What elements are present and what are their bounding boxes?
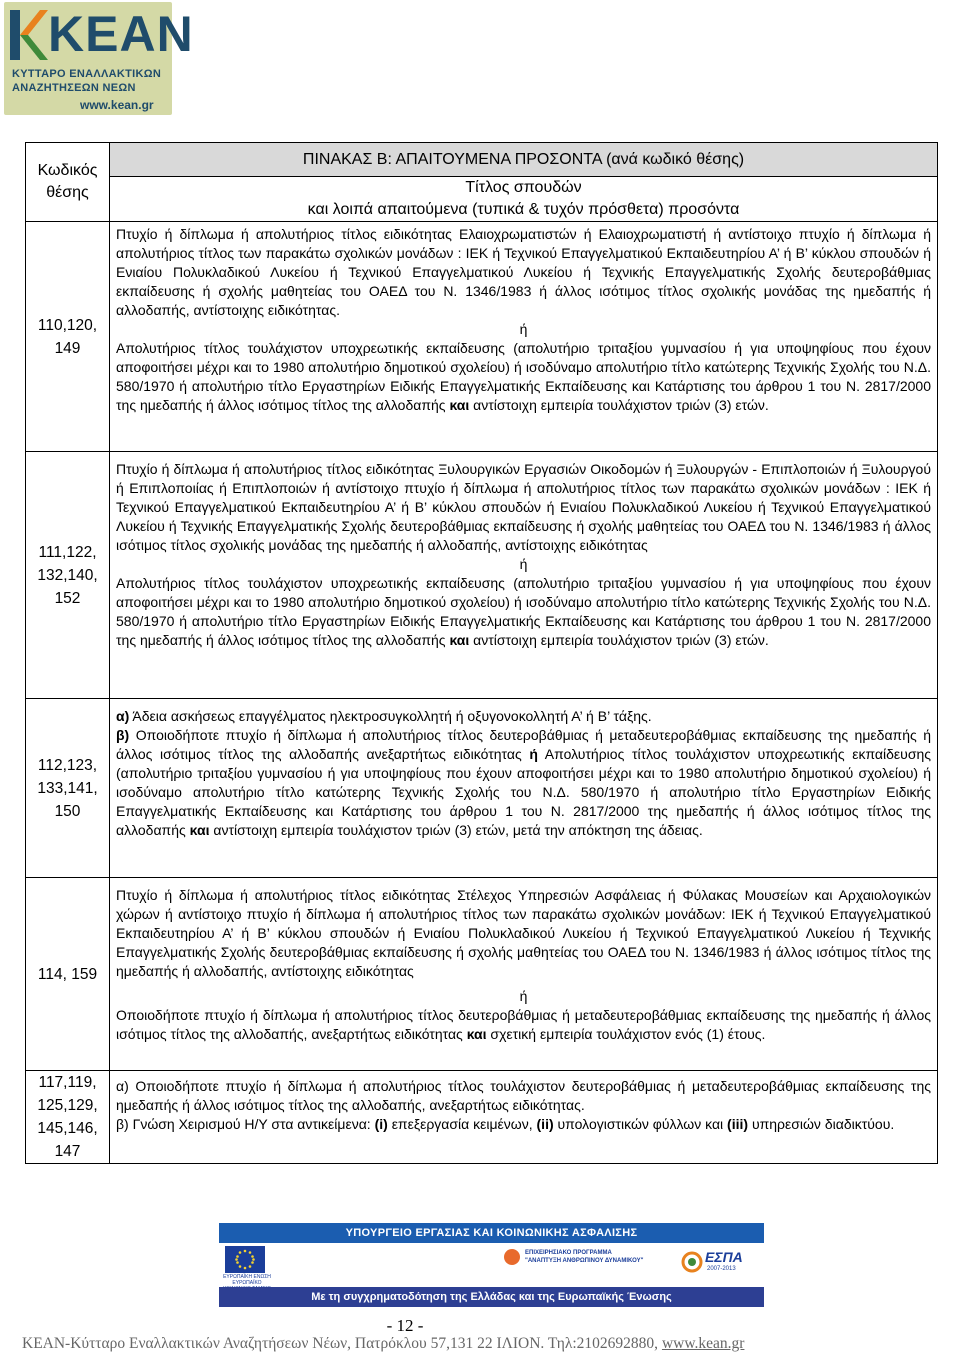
table-row (26, 878, 938, 1071)
ministry-name: ΥΠΟΥΡΓΕΙΟ ΕΡΓΑΣΙΑΣ ΚΑΙ ΚΟΙΝΩΝΙΚΗΣ ΑΣΦΑΛΙΣΗΣ (219, 1223, 764, 1243)
kean-k-mark-icon (10, 8, 48, 62)
list-marker: (i) (374, 1116, 388, 1132)
operational-programme-text (525, 1249, 643, 1265)
table-row (26, 452, 938, 699)
position-code (26, 878, 110, 1071)
requirements-table (25, 142, 938, 1164)
code-header-line-2: θέσης (46, 184, 89, 201)
text-span: αντίστοιχη εμπειρία τουλάχιστον τριών (3) ετών. (473, 632, 769, 648)
item-label: β) (116, 727, 130, 743)
title-header-line-2: και λοιπά απαιτούμενα (τυπικά & τυχόν πρόσθετα) προσόντα (307, 201, 740, 218)
text-span: Οποιοδήποτε πτυχίο ή δίπλωμα ή απολυτήριος τίτλος δευτεροβάθμιας ή μεταδευτεροβάθμιας εκπαίδευσης της ημεδαπής ή άλλος ισότιμος τίτλος της αλλοδαπής ανεξαρτήτως ειδικότητας (116, 727, 932, 762)
position-code (26, 452, 110, 699)
logo-tagline-2: ΑΝΑΖΗΤΗΣΕΩΝ ΝΕΩΝ (12, 82, 136, 94)
or-separator: ή (519, 321, 528, 337)
table-row (26, 222, 938, 452)
code-line: 117,119, (38, 1074, 97, 1091)
code-line: 110,120, (37, 316, 98, 334)
eu-label: ΕΥΡΩΠΑΪΚΗ ΕΝΩΣΗ ΕΥΡΩΠΑΪΚΟ (223, 1274, 271, 1286)
text-span: υπηρεσιών διαδικτύου. (751, 1116, 895, 1132)
text-span: β) Γνώση Χειρισμού Η/Υ στα αντικείμενα: (116, 1116, 371, 1132)
qualification-paragraph: α) Οποιοδήποτε πτυχίο ή δίπλωμα ή απολυτήριος τίτλος τουλάχιστον δευτεροβάθμιας ή μεταδευτεροβάθμιας εκπαίδευσης της ημεδαπής ή άλλος ισότιμος τίτλος της αλλοδαπής, ανεξαρτήτως ειδικότητας. (116, 1078, 931, 1113)
code-line: 125,129, (37, 1097, 98, 1114)
position-code (26, 1071, 110, 1164)
qualification-paragraph: Πτυχίο ή δίπλωμα ή απολυτήριος τίτλος ειδικότητας Ελαιοχρωματιστών ή Ελαιοχρωματιστή ή αντίστοιχο πτυχίο ή δίπλωμα ή απολυτήριος τίτλος των παρακάτω σχολικών μονάδων : ΙΕΚ ή Τεχνικού Επαγγελματικού Εκπαιδευτηρίου Α’ ή Β’ κύκλου σπουδών ή Ενιαίου Πολυκλαδικού Λυκείου ή Τεχνικού Επαγγελματικού Λυκείου ή Τεχνικής Επαγγελματικής Σχολής δευτεροβάθμιας εκπαίδευσης ή σχολής μαθητείας του ΟΑΕΔ του Ν. 1346/1983 ή άλλος ισότιμος τίτλος σχολικής μονάδας της ημεδαπής ή αλλοδαπής, αντίστοιχης ειδικότητας. (116, 226, 931, 318)
espa-word: ΕΣΠΑ (705, 1249, 743, 1265)
code-line: 149 (54, 339, 81, 357)
text-span: Απολυτήριος τίτλος τουλάχιστον υποχρεωτικής εκπαίδευσης (απολυτήριο τριταξίου γυμνασίου ή για υποψηφίους που έχουν αποφοιτήσει μέχρι και το 1980 απολυτήριο δημοτικού σχολείου) ή ισοδύναμο απολυτήριο τίτλο κατώτερης Τεχνικής Σχολής του Ν.Δ. 580/1970 ή απολυτήριο τίτλο Εργαστηρίων Ειδικής Επαγγελματικής Εκπαίδευσης και Κατάρτισης του άρθρου 1 του Ν. 2817/2000 της ημεδαπής ή άλλος ισότιμος τίτλος της αλλοδαπής (116, 340, 931, 413)
qualification-paragraph (116, 574, 931, 650)
position-code (26, 222, 110, 452)
list-marker: (iii) (727, 1116, 749, 1132)
code-line: 112,123, (37, 756, 98, 774)
code-line: 147 (54, 1143, 81, 1160)
espa-logo (681, 1245, 757, 1285)
logo-name: KEAN (48, 6, 194, 62)
code-column-header (26, 143, 110, 222)
table-row (26, 699, 938, 878)
text-span: Άδεια ασκήσεως επαγγέλματος ηλεκτροσυγκολλητή ή οξυγονοκολλητή Α’ ή Β’ τάξης. (132, 708, 652, 724)
code-line: 145,146, (37, 1120, 98, 1137)
table-row (26, 1071, 938, 1164)
eu-flag-icon (225, 1246, 265, 1273)
text-span: Απολυτήριος τίτλος τουλάχιστον υποχρεωτικής εκπαίδευσης (απολυτήριο τριταξίου γυμνασίου ή για υποψηφίους που έχουν αποφοιτήσει μέχρι και το 1980 απολυτήριο δημοτικού σχολείου) ή ισοδύναμο απολυτήριο τίτλο κατώτερης Τεχνικής Σχολής του Ν.Δ. 580/1970 ή απολυτήριο τίτλο Εργαστηρίων Ειδικής Επαγγελματικής Εκπαίδευσης και Κατάρτισης του άρθρου 1 του Ν. 2817/2000 της ημεδαπής ή άλλος ισότιμος τίτλος της αλλοδαπής (116, 575, 931, 648)
table-header-row (26, 143, 938, 177)
title-column-header (110, 177, 938, 222)
qualification-paragraph (116, 339, 931, 415)
bold-conjunction: ή (529, 746, 538, 762)
bold-conjunction: και (449, 632, 470, 648)
cofinance-note: Με τη συγχρηματοδότηση της Ελλάδας και της Ευρωπαϊκής Ένωσης (219, 1287, 764, 1307)
code-header-line-1: Κωδικός (37, 162, 98, 179)
item-label: α) (116, 708, 130, 724)
text-span: υπολογιστικών φύλλων και (557, 1116, 724, 1132)
qualification-text (110, 878, 938, 1071)
qualification-paragraph (116, 726, 931, 840)
list-marker: (ii) (536, 1116, 554, 1132)
qualification-paragraph (116, 1115, 931, 1134)
text-span: επεξεργασία κειμένων, (391, 1116, 533, 1132)
ep-line: ΕΠΙΧΕΙΡΗΣΙΑΚΟ ΠΡΟΓΡΑΜΜΑ (525, 1250, 612, 1256)
kean-logo (4, 2, 194, 115)
or-separator: ή (519, 988, 528, 1004)
code-line: 133,141, (37, 779, 98, 797)
ep-line: "ΑΝΑΠΤΥΞΗ ΑΝΘΡΩΠΙΝΟΥ ΔΥΝΑΜΙΚΟΥ" (525, 1258, 644, 1264)
bold-conjunction: και (189, 822, 210, 838)
code-line: 150 (54, 802, 81, 820)
page-number: - 12 - (386, 1316, 424, 1335)
logo-url: www.kean.gr (80, 98, 154, 112)
footer-text: ΚΕΑΝ-Κύτταρο Εναλλακτικών Αναζητήσεων Νέων, Πατρόκλου 57,131 22 ΙΛΙΟΝ. Τηλ:2102692880, (22, 1335, 662, 1352)
qualification-text (110, 1071, 938, 1164)
table-subheader-row (26, 177, 938, 222)
qualification-text (110, 452, 938, 699)
qualification-paragraph (116, 707, 931, 726)
position-code (26, 699, 110, 878)
bold-conjunction: και (466, 1026, 487, 1042)
qualification-paragraph (116, 1006, 931, 1044)
code-line: 132,140, (37, 566, 98, 584)
code-line: 111,122, (38, 543, 97, 561)
logo-tagline-1: ΚΥΤΤΑΡΟ ΕΝΑΛΛΑΚΤΙΚΩΝ (12, 68, 162, 80)
cofunding-banner (219, 1223, 764, 1307)
bold-conjunction: και (449, 397, 470, 413)
operational-programme-icon (504, 1249, 520, 1265)
table-title: ΠΙΝΑΚΑΣ Β: ΑΠΑΙΤΟΥΜΕΝΑ ΠΡΟΣΟΝΤΑ (ανά κωδικό θέσης) (110, 143, 938, 177)
footer-link[interactable]: www.kean.gr (661, 1335, 745, 1352)
qualification-paragraph: Πτυχίο ή δίπλωμα ή απολυτήριος τίτλος ειδικότητας Ξυλουργικών Εργασιών Οικοδομών ή Ξυλουργών - Επιπλοποιών ή Ξυλουργού ή Επιπλοποιίας ή Επιπλοποιών ή αντίστοιχο πτυχίο ή δίπλωμα ή απολυτήριος τίτλος των παρακάτω σχολικών μονάδων : ΙΕΚ ή Τεχνικού Επαγγελματικού Εκπαιδευτηρίου Α’ ή Β’ κύκλου σπουδών ή Ενιαίου Πολυκλαδικού Λυκείου ή Τεχνικού Επαγγελματικού Λυκείου ή Τεχνικής Επαγγελματικής Σχολής δευτεροβάθμιας εκπαίδευσης ή σχολής μαθητείας του ΟΑΕΔ του Ν. 1346/1983 ή άλλος ισότιμος τίτλος σχολικής μονάδας της ημεδαπής ή αλλοδαπής, αντίστοιχης ειδικότητας (116, 461, 931, 553)
qualification-text (110, 222, 938, 452)
code-line: 152 (54, 589, 81, 607)
footer (22, 1335, 942, 1353)
qualification-text (110, 699, 938, 878)
title-header-line-1: Τίτλος σπουδών (465, 179, 582, 196)
text-span: αντίστοιχη εμπειρία τουλάχιστον τριών (3) ετών. (473, 397, 769, 413)
code-line: 114, 159 (37, 965, 98, 983)
text-span: Οποιοδήποτε πτυχίο ή δίπλωμα ή απολυτήριος τίτλος δευτεροβάθμιας ή μεταδευτεροβάθμιας εκπαίδευσης της ημεδαπής ή άλλος ισότιμος τίτλος της αλλοδαπής, ανεξαρτήτως ειδικότητας (116, 1007, 931, 1042)
espa-years: 2007-2013 (707, 1266, 736, 1272)
text-span: αντίστοιχη εμπειρία τουλάχιστον τριών (3) ετών, μετά την απόκτηση της άδειας. (213, 822, 703, 838)
text-span: σχετική εμπειρία τουλάχιστον ενός (1) έτους. (490, 1026, 766, 1042)
espa-swirl-icon (681, 1251, 703, 1273)
funding-logos (219, 1243, 764, 1287)
text-span: Απολυτήριος τίτλος τουλάχιστον υποχρεωτικής εκπαίδευσης (απολυτήριο τριταξίου γυμνασίου ή για υποψηφίους που έχουν αποφοιτήσει μέχρι και το 1980 απολυτήριο δημοτικού σχολείου) ή ισοδύναμο απολυτήριο τίτλο κατώτερης Τεχνικής Σχολής του Ν.Δ. 580/1970 ή απολυτήριο τίτλο Εργαστηρίων Ειδικής Επαγγελματικής Εκπαίδευσης και Κατάρτισης του άρθρου 1 του Ν. 2817/2000 της ημεδαπής ή άλλος ισότιμος τίτλος της αλλοδαπής (116, 746, 931, 838)
or-separator: ή (519, 556, 528, 572)
qualification-paragraph: Πτυχίο ή δίπλωμα ή απολυτήριος τίτλος ειδικότητας Στέλεχος Υπηρεσιών Ασφάλειας ή Φύλακας Μουσείων και Αρχαιολογικών χώρων ή αντίστοιχο πτυχίο ή δίπλωμα ή απολυτήριος τίτλος των παρακάτω σχολικών μονάδων: ΙΕΚ ή Τεχνικού Επαγγελματικού Εκπαιδευτηρίου Α’ ή Β’ κύκλου σπουδών ή Ενιαίου Πολυκλαδικού Λυκείου ή Τεχνικού Επαγγελματικού Λυκείου ή Τεχνικής Επαγγελματικής Σχολής δευτεροβάθμιας εκπαίδευσης ή σχολής μαθητείας του ΟΑΕΔ του Ν. 1346/1983 ή άλλος ισότιμος τίτλος της ημεδαπής ή αλλοδαπής, αντίστοιχης ειδικότητας (116, 887, 931, 979)
